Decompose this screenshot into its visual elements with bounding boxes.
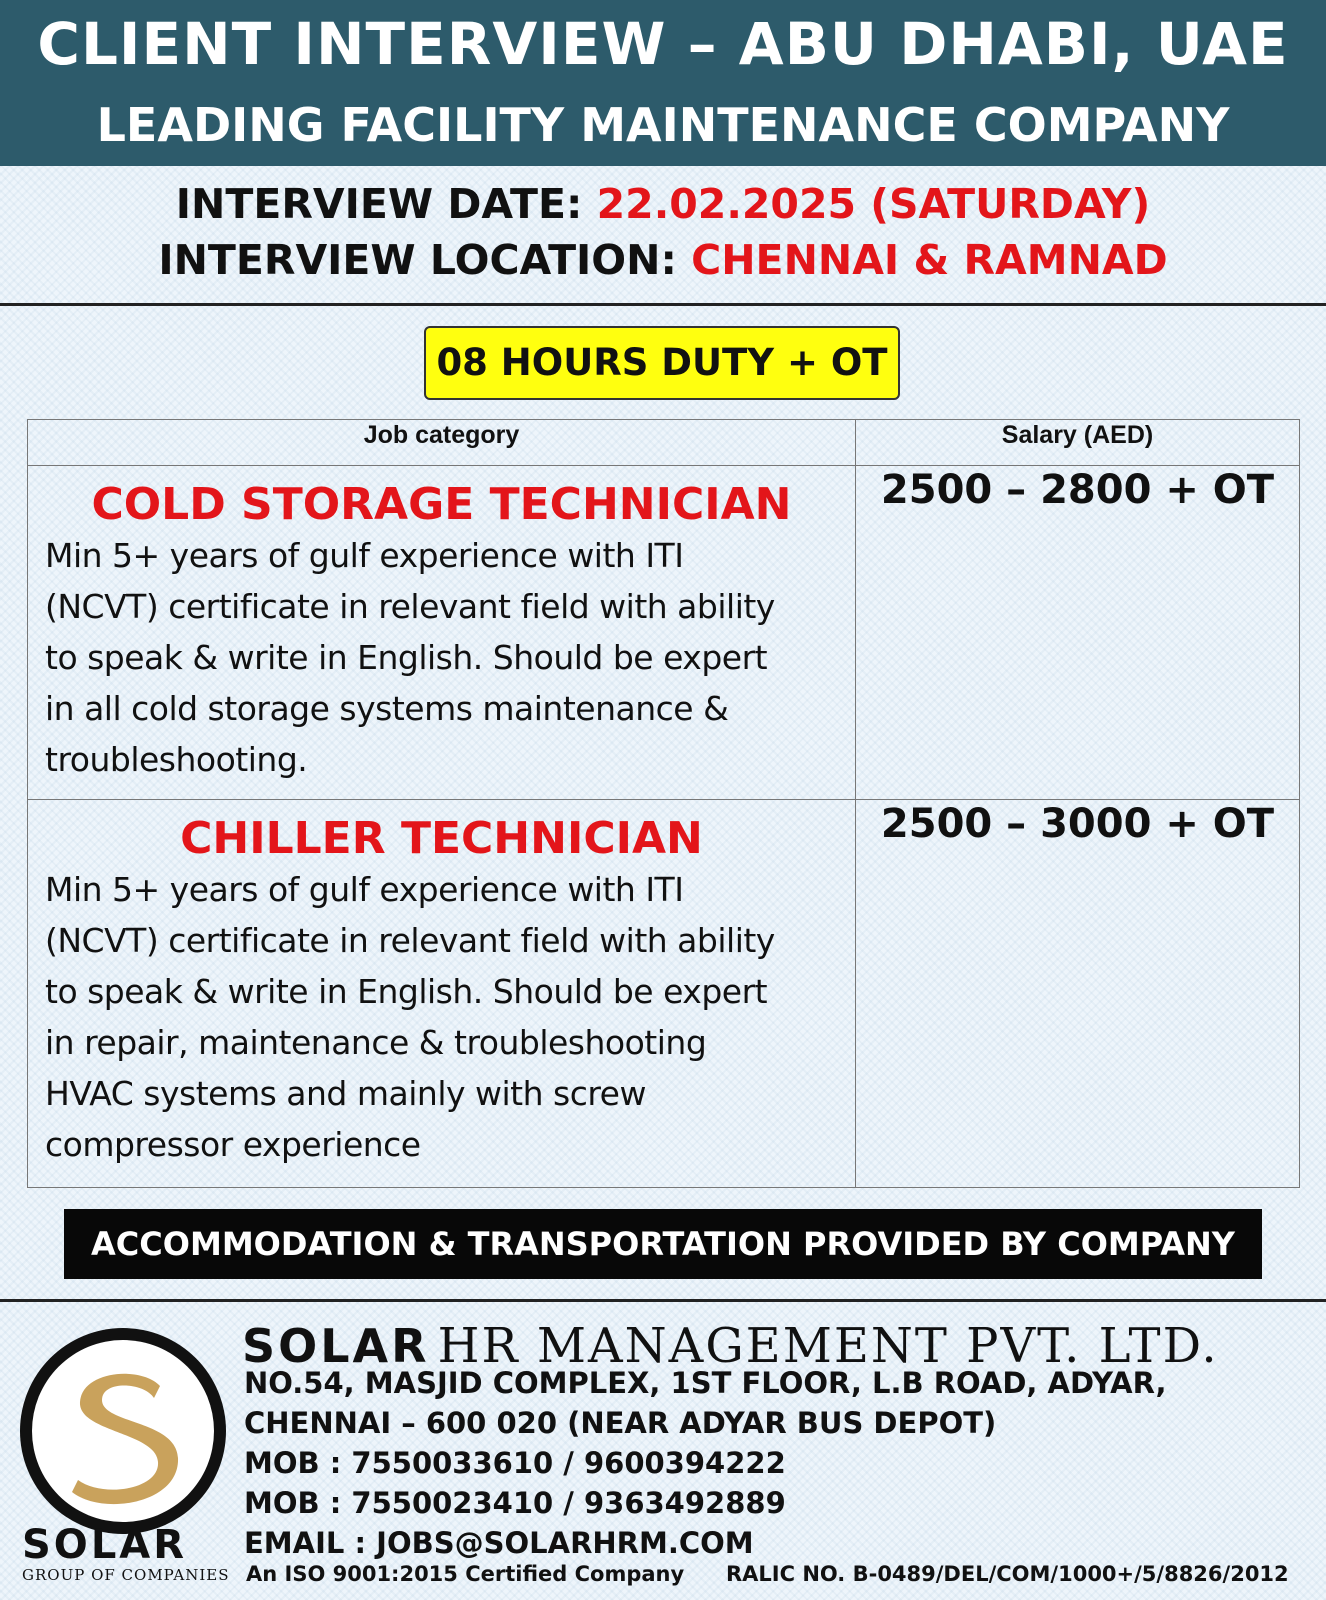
- job-cell: [28, 466, 856, 800]
- job-description-line: (NCVT) certificate in relevant field with ability: [45, 587, 775, 626]
- company-name: HR MANAGEMENT PVT. LTD.: [437, 1318, 1219, 1374]
- job-title: CHILLER TECHNICIAN: [180, 813, 703, 864]
- job-description-line: (NCVT) certificate in relevant field with ability: [45, 921, 775, 960]
- job-description-line: troubleshooting.: [45, 740, 308, 779]
- divider-bottom: [0, 1299, 1326, 1302]
- table-row: [28, 800, 1300, 1188]
- ralic-number: RALIC NO. B-0489/DEL/COM/1000+/5/8826/2012: [726, 1562, 1289, 1586]
- header-title: CLIENT INTERVIEW – ABU DHABI, UAE: [37, 10, 1289, 78]
- logo-wordmark: SOLAR: [22, 1522, 188, 1568]
- mobile-line-2: MOB : 7550023410 / 9363492889: [244, 1486, 786, 1520]
- iso-certification: An ISO 9001:2015 Certified Company: [246, 1562, 685, 1586]
- job-description-line: to speak & write in English. Should be expert: [45, 638, 768, 677]
- interview-date: [0, 180, 1326, 228]
- interview-date-label: INTERVIEW DATE:: [175, 180, 597, 228]
- mobile-line-1: MOB : 7550033610 / 9600394222: [244, 1446, 786, 1480]
- column-header-job-category: Job category: [28, 420, 856, 466]
- job-description-line: compressor experience: [45, 1125, 421, 1164]
- address-line-1: NO.54, MASJID COMPLEX, 1ST FLOOR, L.B ROAD, ADYAR,: [244, 1366, 1167, 1400]
- email-line: EMAIL : JOBS@SOLARHRM.COM: [244, 1526, 754, 1560]
- job-description-line: to speak & write in English. Should be expert: [45, 972, 768, 1011]
- address-line-2: CHENNAI – 600 020 (NEAR ADYAR BUS DEPOT): [244, 1406, 997, 1440]
- table-header-row: [28, 420, 1300, 466]
- column-header-salary: Salary (AED): [856, 420, 1300, 466]
- accommodation-banner: ACCOMMODATION & TRANSPORTATION PROVIDED BY COMPANY: [64, 1209, 1262, 1279]
- interview-location: [0, 236, 1326, 284]
- salary-cell: 2500 – 3000 + OT: [856, 800, 1300, 1188]
- interview-date-value: 22.02.2025 (SATURDAY): [596, 180, 1151, 228]
- salary-cell: 2500 – 2800 + OT: [856, 466, 1300, 800]
- job-description: [29, 530, 854, 789]
- job-description-line: in all cold storage systems maintenance &: [45, 689, 729, 728]
- job-title: COLD STORAGE TECHNICIAN: [91, 479, 792, 530]
- duty-badge: 08 HOURS DUTY + OT: [424, 326, 900, 400]
- job-description-line: in repair, maintenance & troubleshooting: [45, 1023, 707, 1062]
- divider-top: [0, 303, 1326, 306]
- header-subtitle: LEADING FACILITY MAINTENANCE COMPANY: [96, 98, 1230, 152]
- interview-location-label: INTERVIEW LOCATION:: [158, 236, 692, 284]
- job-description-line: Min 5+ years of gulf experience with ITI: [45, 536, 684, 575]
- solar-s-logo-icon: [20, 1328, 226, 1534]
- jobs-table: [27, 419, 1300, 1188]
- header-banner: [0, 0, 1326, 166]
- job-description-line: HVAC systems and mainly with screw: [45, 1074, 646, 1113]
- job-description: [29, 864, 854, 1174]
- solar-s-logo-icon: [32, 1340, 214, 1522]
- logo-group-text: GROUP OF COMPANIES: [22, 1566, 230, 1584]
- job-description-line: Min 5+ years of gulf experience with ITI: [45, 870, 684, 909]
- interview-location-value: CHENNAI & RAMNAD: [691, 236, 1168, 284]
- table-row: [28, 466, 1300, 800]
- company-brand: SOLAR: [242, 1319, 430, 1373]
- job-cell: [28, 800, 856, 1188]
